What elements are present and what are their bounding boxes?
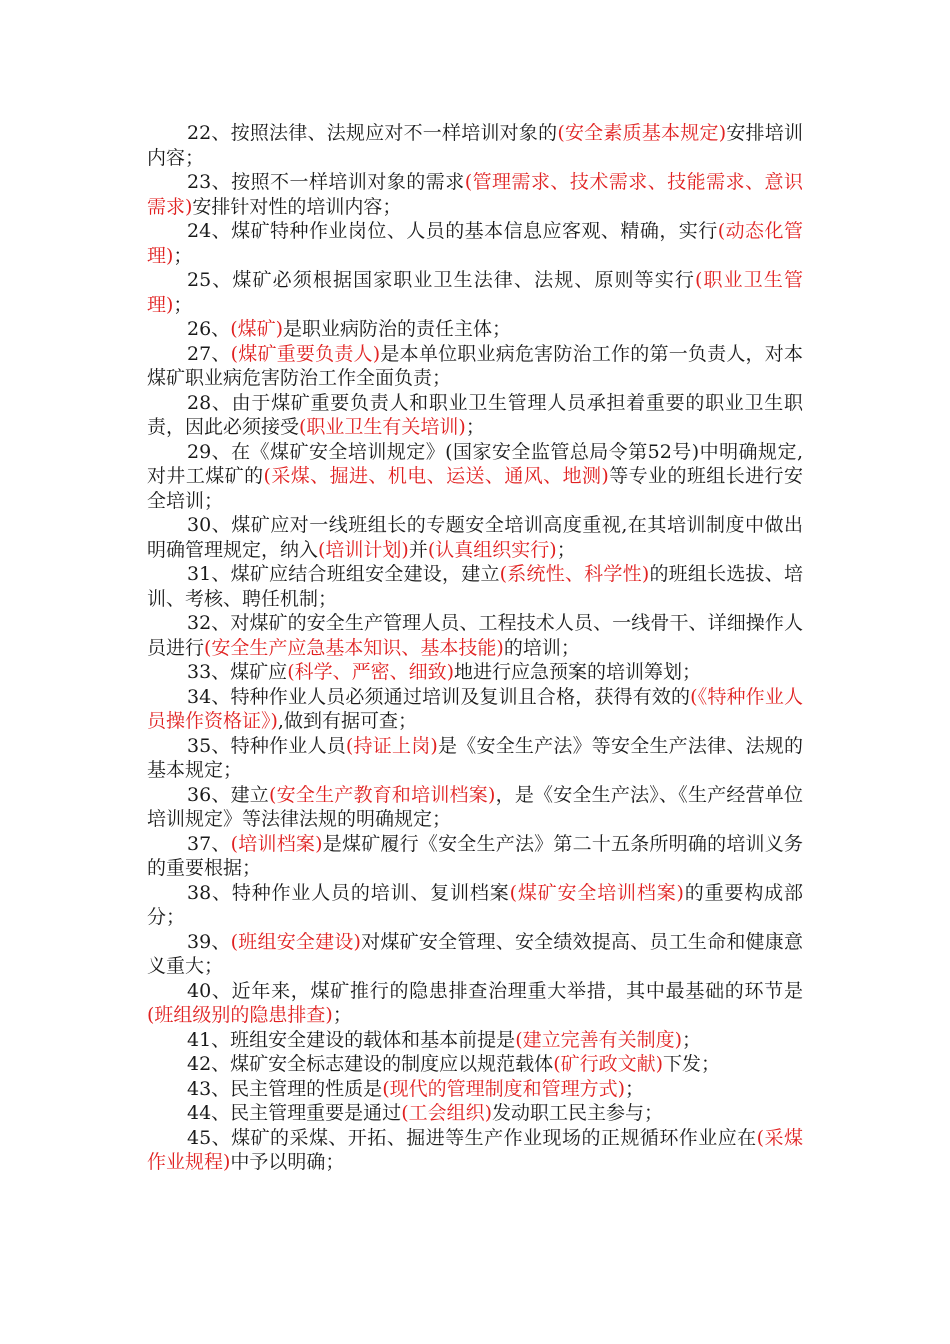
answer-text: (职业卫生管理) [147,269,803,316]
question-item [147,611,803,660]
answer-text: (工会组织) [401,1102,493,1124]
answer-text: (系统性、科学性) [499,563,650,585]
question-text: ； [556,538,576,561]
question-text: ，是《安全生产法》、《生产经营单位培训规定》等法律法规的明确规定； [147,783,803,830]
question-text: 32、对煤矿的安全生产管理人员、工程技术人员、一线骨干、详细操作人员进行 [147,612,803,659]
question-text: 下发； [663,1053,721,1075]
question-item [147,562,803,611]
question-text: 中予以明确； [230,1151,345,1173]
question-text: ； [682,1028,702,1051]
answer-text: (现代的管理制度和管理方式) [382,1077,626,1100]
question-item [147,685,803,734]
question-text: 33、煤矿应 [187,661,288,683]
question-text: 29、在《煤矿安全培训规定》(国家安全监管总局令第52号)中明确规定,对井工煤矿的 [147,440,803,487]
question-text: ； [465,416,485,438]
question-text: ； [173,293,193,316]
question-text: 25、煤矿必须根据国家职业卫生法律、法规、原则等实行 [187,269,696,291]
question-item [147,660,803,685]
question-text: ； [173,244,193,267]
question-text: 22、按照法律、法规应对不一样培训对象的 [187,122,558,144]
answer-text: (培训档案) [230,832,323,855]
answer-text: (煤矿安全培训档案) [509,881,684,904]
question-item [147,979,803,1028]
question-text: 38、特种作业人员的培训、复训档案 [187,881,510,904]
question-text: 39、 [187,930,231,953]
question-text: 28、由于煤矿重要负责人和职业卫生管理人员承担着重要的职业卫生职责，因此必须接受 [147,391,803,438]
question-text: 23、按照不一样培训对象的需求 [187,171,465,193]
question-item [147,1052,803,1077]
question-text: 是煤矿履行《安全生产法》第二十五条所明确的培训义务的重要根据； [147,832,803,879]
question-text: 43、民主管理的性质是 [187,1077,383,1100]
answer-text: (动态化管理) [147,220,803,267]
question-item [147,342,803,391]
question-item [147,1126,803,1175]
question-text: 31、煤矿应结合班组安全建设，建立 [187,563,500,585]
answer-text: (持证上岗) [345,734,438,757]
question-text: 发动职工民主参与； [492,1102,664,1124]
question-text: 是职业病防治的责任主体； [283,318,512,340]
question-item [147,832,803,881]
question-text: 37、 [187,832,231,855]
question-text: 44、民主管理重要是通过 [187,1102,402,1124]
question-text: 40、近年来，煤矿推行的隐患排查治理重大举措，其中最基础的环节是 [187,979,803,1002]
document-page [147,121,803,1175]
question-item [147,317,803,342]
answer-text: (科学、严密、细致) [287,661,455,683]
answer-text: (安全生产教育和培训档案) [269,783,496,806]
question-text: 的班组长选拔、培训、考核、聘任机制； [147,563,803,610]
answer-text: (建立完善有关制度) [515,1028,683,1051]
question-text: 41、班组安全建设的载体和基本前提是 [187,1028,516,1051]
answer-text: (班组级别的隐患排查) [147,1004,333,1026]
answer-text: (管理需求、技术需求、技能需求、意识需求) [147,171,803,218]
question-item [147,1077,803,1102]
question-text: ； [625,1077,645,1100]
answer-text: (采煤作业规程) [147,1126,803,1173]
question-text: 并 [408,538,428,561]
question-text: 26、 [187,318,231,340]
question-text: 等专业的班组长进行安全培训； [147,465,803,512]
answer-text: (煤矿) [230,318,284,340]
question-item [147,881,803,930]
question-item [147,1101,803,1126]
question-text: 是《安全生产法》等安全生产法律、法规的基本规定； [147,734,803,781]
question-text: 对煤矿安全管理、安全绩效提高、员工生命和健康意义重大； [147,930,803,977]
answer-text: (班组安全建设) [230,930,361,953]
answer-text: (职业卫生有关培训) [299,416,466,438]
answer-text: (培训计划) [318,538,409,561]
question-text: ； [332,1004,352,1026]
question-text: 是本单位职业病危害防治工作的第一负责人，对本煤矿职业病危害防治工作全面负责； [147,342,803,389]
question-item [147,1028,803,1053]
answer-text: (安全素质基本规定) [557,122,727,144]
answer-text: (认真组织实行) [427,538,557,561]
question-text: 27、 [187,342,231,365]
question-item [147,440,803,514]
question-text: 35、特种作业人员 [187,734,346,757]
question-text: 安排培训内容； [147,122,803,169]
question-item [147,170,803,219]
question-text: 的重要构成部分； [147,881,803,928]
question-text: 的培训； [503,636,580,659]
question-text: 安排针对性的培训内容； [192,195,402,218]
question-text: 36、建立 [187,783,270,806]
answer-text: (矿行政文献) [553,1053,664,1075]
question-item [147,268,803,317]
question-item [147,391,803,440]
question-text: 地进行应急预案的培训筹划； [454,661,702,683]
question-text: 34、特种作业人员必须通过培训及复训且合格，获得有效的 [187,685,691,708]
question-item [147,734,803,783]
answer-text: (采煤、掘进、机电、运送、通风、地测) [263,465,609,487]
question-item [147,219,803,268]
question-text: ,做到有据可查； [277,710,417,732]
answer-text: (煤矿重要负责人) [230,342,381,365]
question-item [147,930,803,979]
answer-text: (《特种作业人员操作资格证》) [147,685,803,732]
answer-text: (安全生产应急基本知识、基本技能) [204,636,504,659]
question-text: 24、煤矿特种作业岗位、人员的基本信息应客观、精确，实行 [187,220,718,242]
question-item [147,783,803,832]
question-text: 45、煤矿的采煤、开拓、掘进等生产作业现场的正规循环作业应在 [187,1126,757,1149]
question-item [147,121,803,170]
question-item [147,513,803,562]
question-text: 42、煤矿安全标志建设的制度应以规范载体 [187,1053,554,1075]
question-text: 30、煤矿应对一线班组长的专题安全培训高度重视,在其培训制度中做出明确管理规定，纳入 [147,514,803,561]
